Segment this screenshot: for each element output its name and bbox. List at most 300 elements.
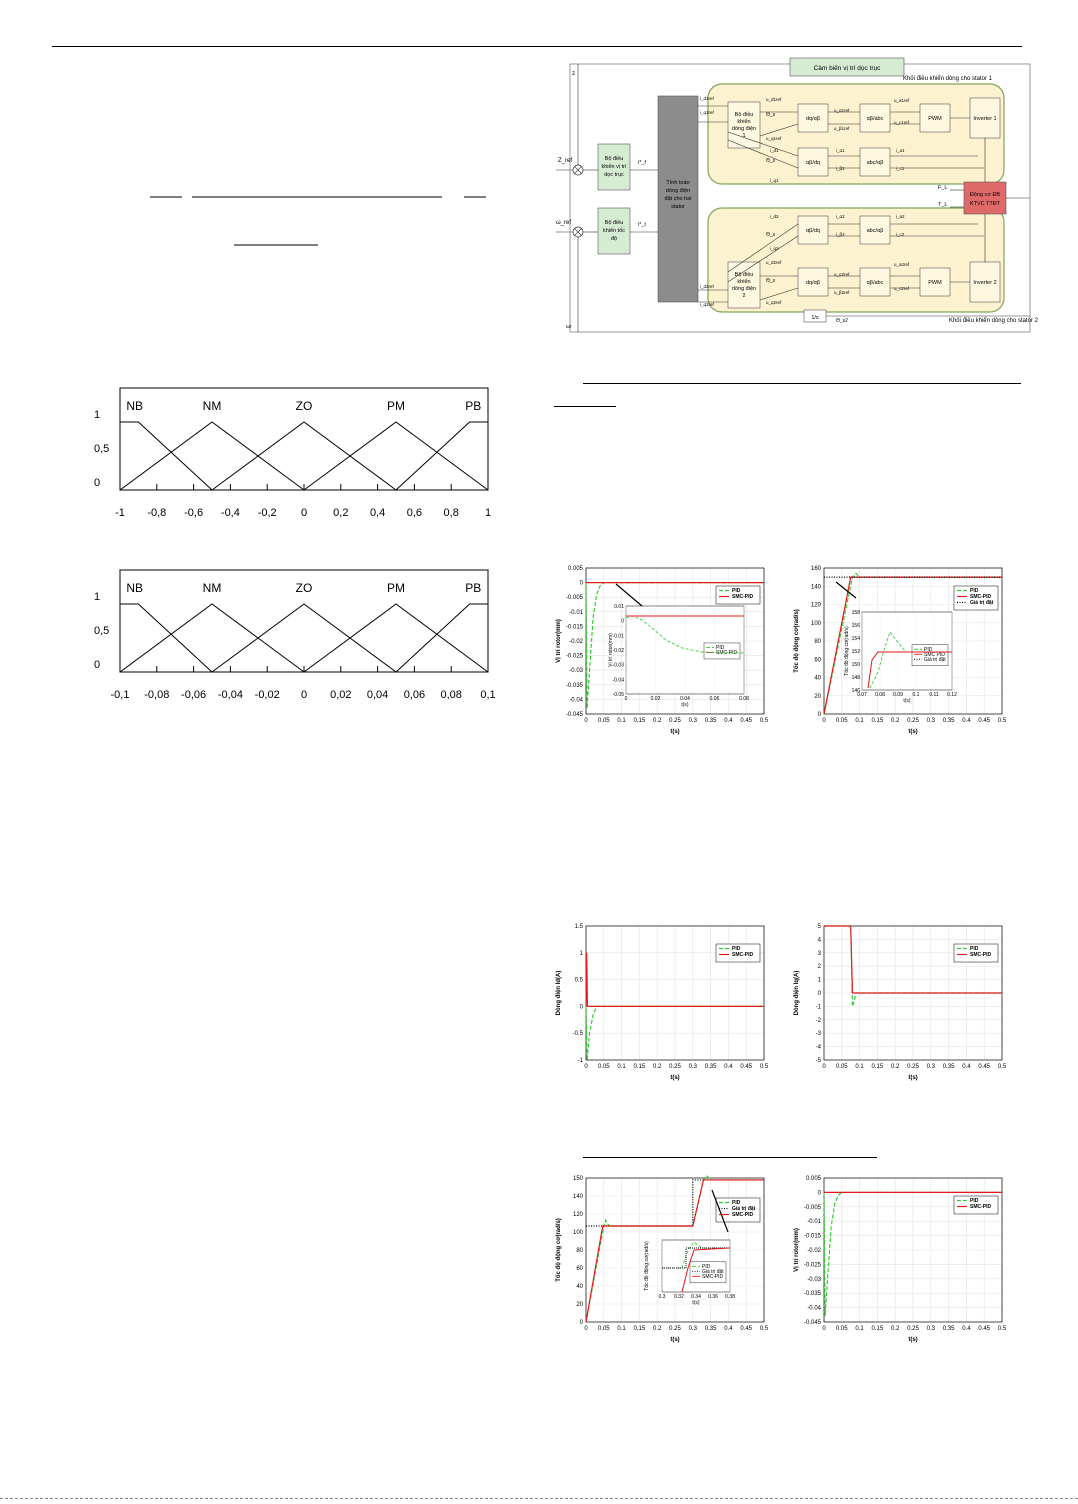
tl-label: T_L <box>938 202 948 208</box>
x-tick: 0 <box>822 718 826 724</box>
legend-label: PID <box>970 1198 979 1204</box>
caption-underline-2 <box>554 406 616 407</box>
x-tick: 0.35 <box>942 1326 955 1332</box>
x-tick: 0.45 <box>740 1326 753 1332</box>
svg-text:Bộ điều: Bộ điều <box>734 272 754 278</box>
y-tick: 40 <box>814 675 821 682</box>
x-tick: 0.2 <box>891 1064 900 1070</box>
x-tick: 0 <box>584 1064 588 1070</box>
y-tick: -3 <box>815 1031 821 1038</box>
y-tick: 140 <box>572 1194 583 1200</box>
svg-text:Inverter 1: Inverter 1 <box>973 116 997 122</box>
x-axis-label: t(s) <box>670 1075 680 1081</box>
mf-x-tick: -1 <box>115 507 125 519</box>
x-tick: 0.45 <box>978 1064 991 1070</box>
svg-text:stator: stator <box>671 204 685 210</box>
mf-label-zo: ZO <box>295 399 313 413</box>
svg-text:αβ/dq: αβ/dq <box>806 160 820 166</box>
inset-y-label: Tốc độ động cơ(rad/s) <box>644 1241 650 1291</box>
x-tick: 0.3 <box>688 718 697 724</box>
x-tick: 0.25 <box>669 1064 681 1070</box>
y-tick: 0 <box>579 1320 583 1326</box>
y-tick: 150 <box>572 1176 583 1182</box>
inset-x-tick: 0 <box>624 696 628 702</box>
x-tick: 0.45 <box>740 1064 753 1070</box>
x-tick: 0.45 <box>978 718 991 724</box>
y-tick: 60 <box>576 1266 583 1272</box>
svg-text:i_d1ref: i_d1ref <box>700 96 714 101</box>
svg-text:dọc trục: dọc trục <box>604 172 624 178</box>
x-tick: 0.3 <box>688 1326 697 1332</box>
y-tick: -0.04 <box>569 697 583 704</box>
inset-x-tick: 0.1 <box>912 692 920 698</box>
mf-x-tick: 0,1 <box>480 689 496 701</box>
legend-label: SMC-PID <box>732 594 754 600</box>
mf-x-tick: 0,08 <box>440 689 462 701</box>
legend-label: SMC-PID <box>970 594 992 600</box>
inset-y-tick: -0.05 <box>612 692 624 698</box>
y-tick: 120 <box>572 1212 583 1218</box>
svg-text:khiển vị trí: khiển vị trí <box>601 164 627 170</box>
inset-x-tick: 0.08 <box>875 692 885 698</box>
inset-x-tick: 0.11 <box>929 692 939 698</box>
x-tick: 0.3 <box>926 718 935 724</box>
x-tick: 0.5 <box>997 1326 1007 1332</box>
x-tick: 0.3 <box>688 1064 697 1070</box>
mf-curve-zo <box>212 422 396 490</box>
mf-curve-nm <box>120 604 304 672</box>
legend-label: PID <box>732 1200 741 1206</box>
x-tick: 0.4 <box>962 1064 971 1070</box>
inset-y-tick: 154 <box>851 636 860 642</box>
svg-text:i_c2: i_c2 <box>896 232 905 237</box>
y-tick: 4 <box>817 937 821 944</box>
inset-x-tick: 0.04 <box>680 696 690 702</box>
wref-label: ω_ref <box>556 220 572 226</box>
y-tick: 140 <box>810 584 821 591</box>
svg-text:u_d2ref: u_d2ref <box>766 260 782 265</box>
svg-text:khiển tốc: khiển tốc <box>602 228 626 234</box>
svg-text:i_q1: i_q1 <box>770 178 779 183</box>
svg-text:i_q2ref: i_q2ref <box>700 302 714 307</box>
inset-x-tick: 0.34 <box>691 1294 701 1300</box>
svg-text:Θ_s: Θ_s <box>766 278 776 284</box>
inset-y-tick: 0 <box>621 618 624 625</box>
chart-motor-speed-1 <box>790 560 1010 740</box>
y-tick: 1 <box>579 950 583 957</box>
x-tick: 0.3 <box>926 1326 935 1332</box>
y-tick: 0 <box>817 712 821 718</box>
x-tick: 0.15 <box>633 1326 646 1332</box>
y-tick: -0.015 <box>565 624 583 631</box>
motor-block <box>964 182 1006 214</box>
mf-x-tick: 1 <box>484 507 492 519</box>
y-tick: 20 <box>576 1302 583 1308</box>
mf-label-nm: NM <box>202 399 222 413</box>
legend-label: SMC-PID <box>732 952 754 958</box>
legend-label: Giá trị đặt <box>970 600 994 606</box>
x-tick: 0.15 <box>871 1064 884 1070</box>
group2-label: Khối điều khiển dòng cho stator 2 <box>948 318 1038 324</box>
group1-label: Khối điều khiển dòng cho stator 1 <box>902 76 992 82</box>
mf-curve-nm <box>120 422 304 490</box>
mf-y-tick: 0,5 <box>94 625 110 637</box>
mf-label-pb: PB <box>465 581 482 595</box>
svg-text:u_a1ref: u_a1ref <box>894 98 910 103</box>
x-tick: 0.2 <box>653 718 662 724</box>
x-tick: 0.4 <box>962 1326 971 1332</box>
inset-x-label: t(s) <box>903 698 911 704</box>
mf-x-tick: -0,08 <box>144 689 170 701</box>
svg-text:đặt cho hai: đặt cho hai <box>664 196 692 202</box>
x-tick: 0.1 <box>855 718 864 724</box>
x-axis-label: t(s) <box>908 1337 918 1343</box>
mf-x-tick: -0,2 <box>257 507 277 519</box>
svg-text:u_a2ref: u_a2ref <box>894 262 910 267</box>
wr-label: ωr <box>566 324 572 330</box>
svg-text:u_α1ref: u_α1ref <box>834 108 850 113</box>
control-block-diagram <box>552 52 1042 342</box>
y-tick: 0 <box>817 991 821 997</box>
y-tick: 0.5 <box>574 977 583 984</box>
x-tick: 0 <box>822 1064 826 1070</box>
mf-x-tick: -0,02 <box>254 689 280 701</box>
inset-legend-label: SMC-PID <box>702 1273 724 1280</box>
y-tick: -0.005 <box>565 595 583 602</box>
x-tick: 0.05 <box>835 718 848 724</box>
inset-y-tick: 156 <box>851 623 860 629</box>
x-tick: 0.15 <box>871 1326 884 1332</box>
inset-x-tick: 0.38 <box>725 1294 735 1300</box>
x-tick: 0.05 <box>597 718 610 724</box>
x-tick: 0.25 <box>907 718 919 724</box>
svg-text:Θ_s: Θ_s <box>766 158 776 164</box>
y-axis-label: Tốc độ động cơ(rad/s) <box>794 609 800 673</box>
inset-x-tick: 0.3 <box>658 1294 666 1300</box>
x-tick: 0.5 <box>759 718 769 724</box>
x-tick: 0.5 <box>759 1326 769 1332</box>
svg-text:1: 1 <box>742 133 746 139</box>
legend-label: PID <box>732 946 741 952</box>
svg-text:u_d1ref: u_d1ref <box>766 97 782 102</box>
svg-text:Động cơ ĐB: Động cơ ĐB <box>969 192 1001 198</box>
mf-y-tick: 1 <box>94 409 101 421</box>
inset-x-tick: 0.36 <box>708 1294 718 1300</box>
chart-current-id <box>552 918 772 1086</box>
svg-text:khiển: khiển <box>737 279 751 285</box>
x-axis-label: t(s) <box>670 1337 680 1343</box>
inset-y-tick: -0.02 <box>612 648 624 654</box>
zoom-arrow <box>616 584 642 606</box>
y-tick: 100 <box>810 620 821 627</box>
chart-rotor-position-1 <box>552 560 772 740</box>
y-tick: 0 <box>579 580 583 587</box>
y-tick: 80 <box>814 639 821 645</box>
y-axis-label: Vị trí rotor(mm) <box>794 1228 800 1272</box>
mf-x-tick: 0,06 <box>403 689 426 701</box>
y-tick: -1 <box>577 1058 583 1064</box>
svg-text:i_β1: i_β1 <box>836 166 845 171</box>
svg-text:Θ_s: Θ_s <box>766 232 776 238</box>
mf-x-tick: -0,6 <box>184 507 204 519</box>
x-tick: 0.35 <box>704 1326 717 1332</box>
x-tick: 0.25 <box>669 718 681 724</box>
svg-text:i_q1ref: i_q1ref <box>700 110 714 115</box>
y-tick: -0.03 <box>807 1276 821 1283</box>
inset-y-tick: -0.04 <box>612 677 624 684</box>
caption-underline-3 <box>583 1157 877 1158</box>
legend-label: PID <box>732 588 741 594</box>
x-tick: 0.25 <box>907 1326 919 1332</box>
x-tick: 0.2 <box>653 1326 662 1332</box>
inset-x-tick: 0.08 <box>739 696 749 702</box>
y-tick: -0.035 <box>565 682 583 689</box>
inset-legend-label: PID <box>924 646 933 653</box>
svg-text:Inverter 2: Inverter 2 <box>973 280 997 286</box>
mf-x-tick: 0,2 <box>333 507 349 519</box>
mf-y-tick: 0,5 <box>94 443 110 455</box>
x-tick: 0.5 <box>997 718 1007 724</box>
svg-text:u_q1ref: u_q1ref <box>766 136 782 141</box>
mf-y-tick: 0 <box>94 659 101 671</box>
svg-text:i_d1: i_d1 <box>770 148 779 153</box>
y-tick: -0.01 <box>569 609 583 616</box>
y-tick: 2 <box>817 964 821 971</box>
equation-fragments <box>130 185 500 255</box>
mf-x-tick: 0,8 <box>443 507 459 519</box>
it-ref-label: i*_t <box>638 222 646 228</box>
zoom-arrow <box>836 582 856 598</box>
svg-text:dòng điện: dòng điện <box>731 126 757 132</box>
mf-x-tick: 0 <box>300 689 308 701</box>
y-tick: -4 <box>815 1044 821 1051</box>
svg-text:u_β1ref: u_β1ref <box>834 126 850 131</box>
x-tick: 0.4 <box>724 718 733 724</box>
y-tick: 120 <box>810 602 821 609</box>
x-tick: 0.4 <box>724 1326 733 1332</box>
mf-x-tick: -0,06 <box>181 689 207 701</box>
y-axis-label: Vị trí rotor(mm) <box>556 619 562 663</box>
y-tick: 20 <box>814 693 821 700</box>
y-tick: -0.035 <box>803 1291 821 1298</box>
inset-y-tick: -0.03 <box>612 662 624 669</box>
svg-text:Tính toán: Tính toán <box>666 180 690 186</box>
y-axis-label: Dòng điện Id(A) <box>556 970 562 1016</box>
legend-label: SMC-PID <box>970 1204 992 1210</box>
svg-text:Θ_s: Θ_s <box>766 112 776 118</box>
x-tick: 0.5 <box>997 1064 1007 1070</box>
mf-curve-zo <box>212 604 396 672</box>
svg-text:2: 2 <box>742 293 746 299</box>
svg-text:u_c2ref: u_c2ref <box>894 286 910 291</box>
inset-x-tick: 0.02 <box>650 696 661 702</box>
inset-y-tick: -0.01 <box>612 633 624 640</box>
y-tick: 3 <box>817 950 821 957</box>
y-tick: 160 <box>810 566 821 572</box>
y-tick: -0.02 <box>807 1248 821 1254</box>
legend-label: SMC-PID <box>732 1212 754 1218</box>
svg-text:dòng điện: dòng điện <box>665 188 691 194</box>
x-tick: 0.1 <box>855 1326 864 1332</box>
x-axis-label: t(s) <box>670 729 680 735</box>
inset-legend-label: Giá trị đặt <box>924 656 946 663</box>
svg-text:KTVC TTĐT: KTVC TTĐT <box>969 201 1001 207</box>
svg-text:i_α1: i_α1 <box>836 148 845 153</box>
inset-x-tick: 0.07 <box>857 692 867 698</box>
chart-current-iq <box>790 918 1010 1086</box>
inset-y-tick: 146 <box>851 688 860 694</box>
svg-text:độ: độ <box>610 236 618 242</box>
y-axis-label: Dòng điện Iq(A) <box>794 970 800 1016</box>
x-tick: 0.15 <box>871 718 884 724</box>
legend-label: PID <box>970 946 979 952</box>
svg-text:Bộ điều: Bộ điều <box>604 220 624 226</box>
y-tick: -2 <box>815 1017 821 1024</box>
x-tick: 0.05 <box>597 1326 610 1332</box>
svg-text:u_β2ref: u_β2ref <box>834 290 850 295</box>
mf-y-tick: 1 <box>94 591 101 603</box>
y-tick: 80 <box>576 1248 583 1254</box>
if-ref-label: i*_f <box>638 160 646 166</box>
x-tick: 0.2 <box>891 718 900 724</box>
x-axis-label: t(s) <box>908 729 918 735</box>
inset-y-tick: 0.01 <box>614 604 624 610</box>
svg-text:i_q2: i_q2 <box>770 246 779 251</box>
inset-y-label: Vị trí rotor(mm) <box>608 633 614 667</box>
y-tick: 0 <box>579 1004 583 1011</box>
svg-text:i_d2ref: i_d2ref <box>700 284 714 289</box>
svg-text:αβ/abc: αβ/abc <box>866 116 884 122</box>
inset-y-tick: 152 <box>851 649 860 655</box>
x-tick: 0.2 <box>891 1326 900 1332</box>
inset-legend-label: PID <box>702 1263 711 1270</box>
y-tick: -0.5 <box>572 1031 583 1038</box>
y-tick: 0.005 <box>805 1176 821 1182</box>
x-tick: 0 <box>584 718 588 724</box>
svg-text:PWM: PWM <box>928 116 942 122</box>
mf-label-pm: PM <box>387 399 405 413</box>
inset-x-tick: 0.06 <box>709 696 720 702</box>
y-tick: -1 <box>815 1004 821 1011</box>
x-tick: 0.1 <box>617 1326 626 1332</box>
y-tick: 5 <box>817 924 821 930</box>
y-axis-label: Tốc độ động cơ(rad/s) <box>556 1218 562 1282</box>
x-tick: 0 <box>584 1326 588 1332</box>
mf-x-tick: -0,8 <box>147 507 167 519</box>
x-axis-label: t(s) <box>908 1075 918 1081</box>
svg-text:abc/αβ: abc/αβ <box>866 228 884 234</box>
x-tick: 0 <box>822 1326 826 1332</box>
x-tick: 0.05 <box>835 1326 848 1332</box>
svg-text:i_d2: i_d2 <box>770 214 779 219</box>
x-tick: 0.15 <box>633 1064 646 1070</box>
mf-x-tick: -0,4 <box>220 507 240 519</box>
y-tick: -0.025 <box>565 653 583 660</box>
svg-text:khiển: khiển <box>737 119 751 125</box>
svg-text:αβ/abc: αβ/abc <box>866 280 884 286</box>
mf-x-tick: 0,02 <box>330 689 352 701</box>
svg-text:i_a2: i_a2 <box>896 214 905 219</box>
x-tick: 0.05 <box>835 1064 848 1070</box>
x-tick: 0.1 <box>855 1064 864 1070</box>
x-tick: 0.3 <box>926 1064 935 1070</box>
mf-label-pm: PM <box>387 581 405 595</box>
x-tick: 0.25 <box>907 1064 919 1070</box>
y-tick: -0.015 <box>803 1233 821 1240</box>
inset-x-tick: 0.12 <box>947 692 957 698</box>
y-tick: -0.005 <box>803 1204 821 1211</box>
mf-x-tick: 0 <box>300 507 308 519</box>
inset-y-tick: 150 <box>851 662 860 668</box>
x-tick: 0.1 <box>617 718 626 724</box>
svg-text:dq/αβ: dq/αβ <box>806 116 820 122</box>
x-tick: 0.2 <box>653 1064 662 1070</box>
x-tick: 0.4 <box>724 1064 733 1070</box>
svg-text:PWM: PWM <box>928 280 942 286</box>
x-tick: 0.35 <box>942 1064 955 1070</box>
x-tick: 0.05 <box>597 1064 610 1070</box>
mf-label-nm: NM <box>202 581 222 595</box>
legend-label: PID <box>970 588 979 594</box>
sensor-label: Cảm biến vị trí dọc trục <box>813 65 881 72</box>
inset-y-label: Tốc độ động cơ(rad/s) <box>844 626 850 676</box>
y-tick: -5 <box>815 1058 821 1064</box>
mf-x-tick: -0,04 <box>217 689 243 701</box>
x-tick: 0.15 <box>633 718 646 724</box>
mf-x-tick: 0,04 <box>366 689 389 701</box>
y-tick: 1 <box>817 977 821 984</box>
caption-underline-1 <box>583 383 1021 384</box>
y-tick: -0.04 <box>807 1305 821 1312</box>
top-rule <box>52 46 1022 47</box>
svg-text:dq/αβ: dq/αβ <box>806 280 820 286</box>
y-tick: -0.045 <box>803 1320 821 1326</box>
x-tick: 0.35 <box>704 718 717 724</box>
mf-x-tick: 0,6 <box>406 507 423 519</box>
y-tick: 1.5 <box>574 924 583 930</box>
svg-text:Bộ điều: Bộ điều <box>604 156 624 162</box>
inset-x-label: t(s) <box>692 1300 700 1306</box>
x-tick: 0.45 <box>978 1326 991 1332</box>
svg-text:Θ_s2: Θ_s2 <box>836 318 848 324</box>
svg-text:u_q2ref: u_q2ref <box>766 300 782 305</box>
x-tick: 0.45 <box>740 718 753 724</box>
x-tick: 0.35 <box>942 718 955 724</box>
x-tick: 0.4 <box>962 718 971 724</box>
zref-label: Z_ref <box>558 158 573 164</box>
y-tick: -0.025 <box>803 1262 821 1269</box>
mf-x-tick: -0,1 <box>110 689 130 701</box>
x-tick: 0.5 <box>759 1064 769 1070</box>
svg-text:αβ/dq: αβ/dq <box>806 228 820 234</box>
mf-label-pb: PB <box>465 399 482 413</box>
x-tick: 0.35 <box>704 1064 717 1070</box>
bottom-rule <box>0 1498 1078 1499</box>
mf-label-nb: NB <box>126 581 144 595</box>
svg-text:u_α2ref: u_α2ref <box>834 272 850 277</box>
inset-legend-label: PID <box>716 644 725 651</box>
svg-text:i_α2: i_α2 <box>836 214 845 219</box>
svg-text:i_β2: i_β2 <box>836 232 845 237</box>
mf-curve-pm <box>304 422 488 490</box>
inset-legend-label: SMC PID <box>924 651 945 658</box>
svg-text:dòng điện: dòng điện <box>731 286 757 292</box>
legend-label: Giá trị đặt <box>732 1206 756 1212</box>
legend-label: SMC-PID <box>970 952 992 958</box>
svg-text:i_a1: i_a1 <box>896 148 905 153</box>
mf-curve-pm <box>304 604 488 672</box>
inset-x-label: t(s) <box>681 702 689 708</box>
